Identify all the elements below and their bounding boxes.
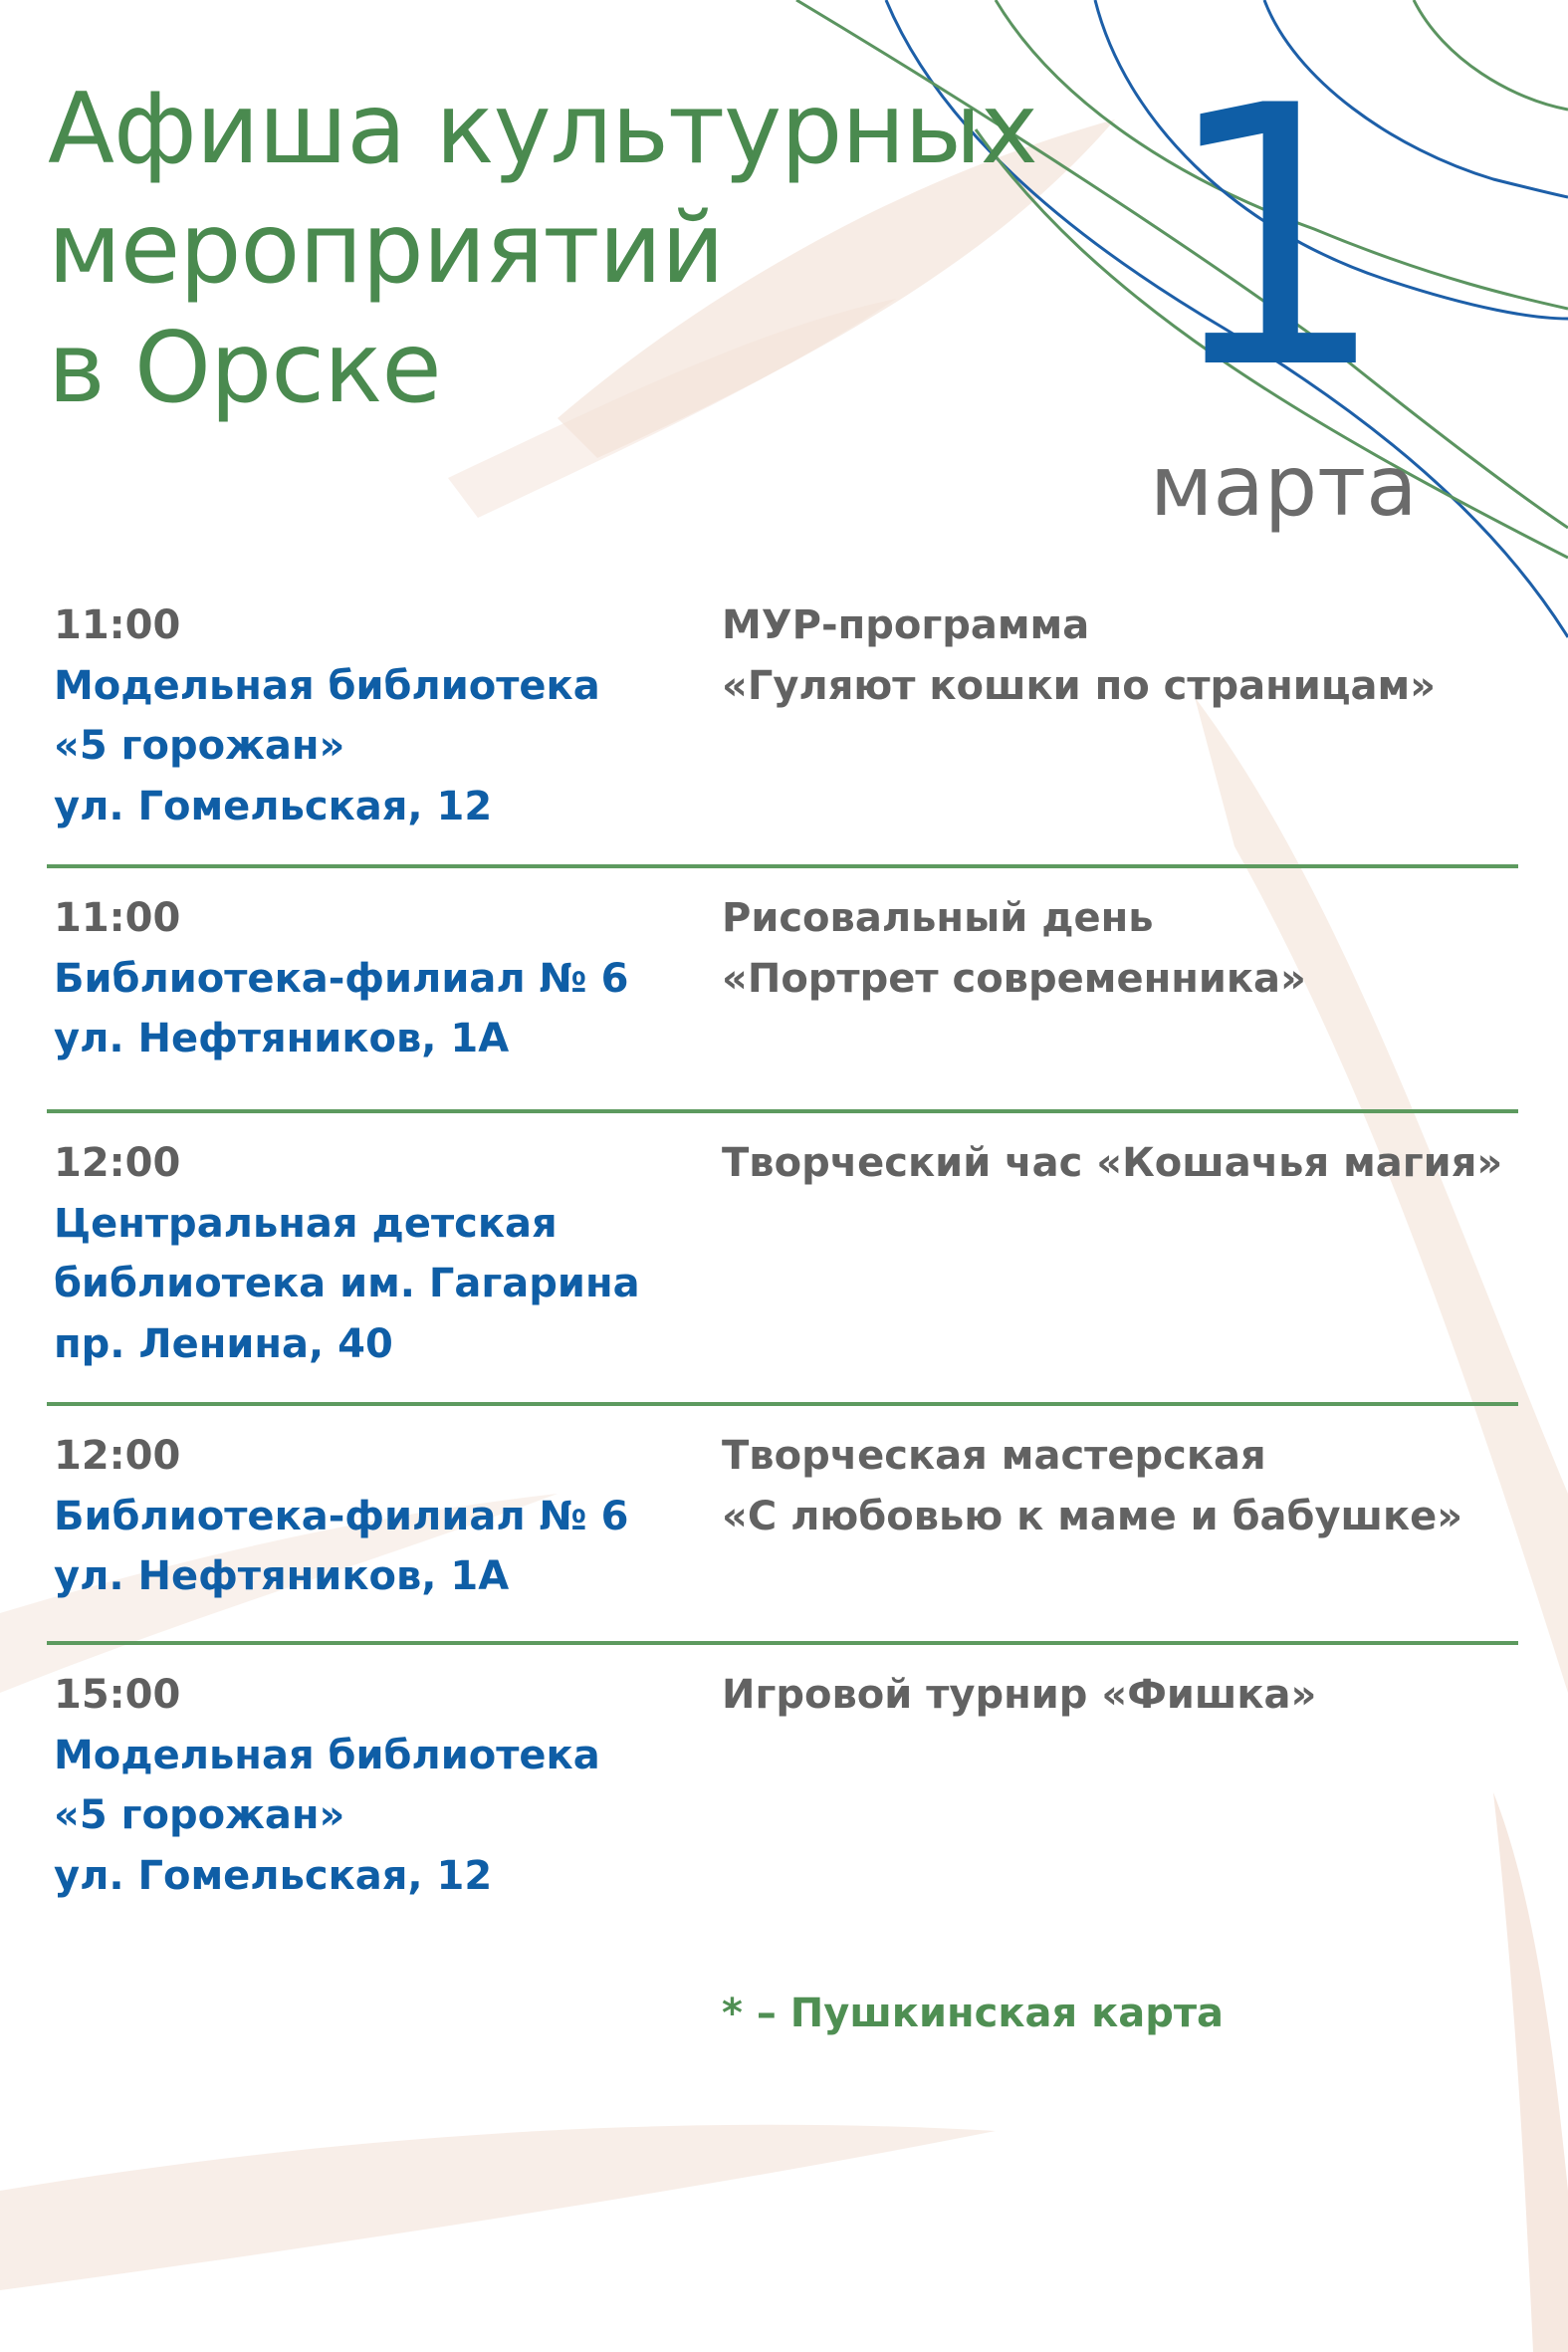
- venue-line: пр. Ленина, 40: [54, 1320, 393, 1367]
- event-venue: [54, 1665, 691, 1906]
- event-description: [722, 595, 1518, 716]
- venue-line: ул. Гомельская, 12: [54, 783, 493, 829]
- event-description: [722, 1133, 1518, 1194]
- event-row: [0, 1113, 1568, 1406]
- desc-line: Творческая мастерская: [722, 1433, 1266, 1479]
- event-time: 12:00: [54, 1140, 181, 1186]
- event-row: [0, 1406, 1568, 1645]
- desc-line: «Портрет современника»: [722, 955, 1306, 1002]
- event-time: 11:00: [54, 602, 181, 648]
- event-row: [0, 1645, 1568, 1914]
- event-time: 11:00: [54, 895, 181, 941]
- brush-stroke: [0, 2125, 996, 2290]
- event-venue: [54, 1426, 691, 1607]
- page-title: [48, 70, 1037, 428]
- venue-line: «5 горожан»: [54, 723, 345, 769]
- venue-line: Библиотека-филиал № 6: [54, 955, 629, 1002]
- event-venue: [54, 888, 691, 1069]
- event-time: 15:00: [54, 1672, 181, 1718]
- curve-line: [1414, 0, 1568, 110]
- desc-line: «С любовью к маме и бабушке»: [722, 1493, 1463, 1539]
- event-time: 12:00: [54, 1433, 181, 1479]
- venue-line: Центральная детская: [54, 1200, 558, 1247]
- desc-line: «Гуляют кошки по страницам»: [722, 662, 1436, 709]
- event-description: [722, 1426, 1518, 1546]
- event-venue: [54, 595, 691, 836]
- date-month: марта: [1150, 437, 1418, 535]
- event-description: [722, 888, 1518, 1009]
- venue-line: ул. Нефтяников, 1А: [54, 1553, 510, 1599]
- desc-line: МУР-программа: [722, 602, 1090, 648]
- title-line: в Орске: [48, 312, 441, 425]
- event-venue: [54, 1133, 691, 1374]
- date-day: 1: [1160, 30, 1379, 447]
- venue-line: ул. Гомельская, 12: [54, 1852, 493, 1899]
- title-line: мероприятий: [48, 192, 724, 306]
- venue-line: библиотека им. Гагарина: [54, 1261, 640, 1306]
- event-row: [0, 868, 1568, 1113]
- venue-line: Модельная библиотека: [54, 662, 600, 709]
- desc-line: Игровой турнир «Фишка»: [722, 1672, 1317, 1718]
- title-line: Афиша культурных: [48, 73, 1037, 186]
- desc-line: Творческий час «Кошачья магия»: [722, 1140, 1503, 1186]
- venue-line: Модельная библиотека: [54, 1732, 600, 1778]
- pushkin-card-note: * – Пушкинская карта: [722, 1991, 1225, 2036]
- events-list: [0, 588, 1568, 1914]
- desc-line: Рисовальный день: [722, 895, 1154, 941]
- venue-line: ул. Нефтяников, 1А: [54, 1016, 510, 1061]
- event-row: [0, 588, 1568, 868]
- event-description: [722, 1665, 1518, 1726]
- venue-line: Библиотека-филиал № 6: [54, 1493, 629, 1539]
- venue-line: «5 горожан»: [54, 1792, 345, 1838]
